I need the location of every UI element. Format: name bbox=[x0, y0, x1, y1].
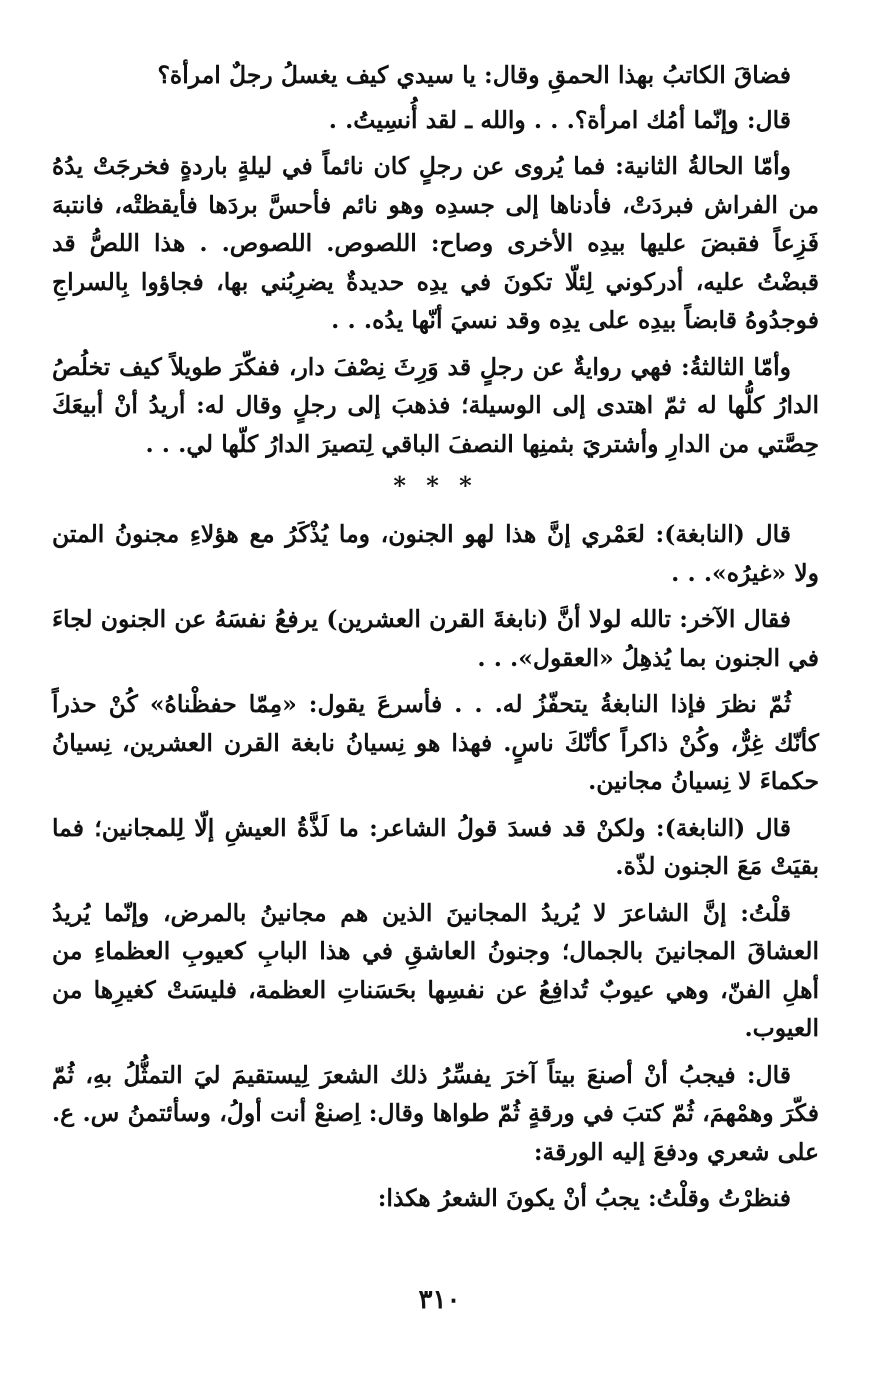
page-number: ٣١٠ bbox=[418, 1285, 461, 1315]
paragraph-1: فضاقَ الكاتبُ بهذا الحمقِ وقال: يا سيدي كيف يغسلُ رجلٌ امرأة؟ bbox=[157, 61, 791, 89]
paragraph-8: قال (النابغة): ولكنْ قد فسدَ قولُ الشاعر: ما لَذَّةُ العيشِ إلّا لِلمجانين؛ فما بقيَتْ مَعَ الجنون لذّة. bbox=[52, 813, 819, 880]
section-separator: * * * bbox=[393, 471, 478, 500]
paragraph-2: قال: وإنّما أمُك امرأة؟. . . والله ـ لقد أُنسِيتُ. . bbox=[328, 105, 791, 134]
paragraph-11: فنظرْتُ وقلْتُ: يجبُ أنْ يكونَ الشعرُ هكذا: bbox=[377, 1184, 791, 1212]
paragraph-5: قال (النابغة): لعَمْري إنَّ هذا لهو الجنون، وما يُذْكَرُ مع هؤلاءِ مجنونُ المتن ولا «غيرُه». . . bbox=[52, 520, 819, 587]
paragraph-7: ثُمّ نظرَ فإذا النابغةُ يتحفّزُ له. . . فأسرعَ يقول: «مِمّا حفظْناهُ» كُنْ حذراً كأنّك غِرٌّ، وكُنْ ذاكراً كأنّكَ ناسٍ. فهذا هو نِسيانُ نابغة القرن العشرين، نِسيانُ حكماءَ لا نِسيانُ مجانين. bbox=[52, 690, 819, 795]
paragraph-6: فقال الآخر: تالله لولا أنَّ (نابغةَ القرن العشرين) يرفعُ نفسَهُ عن الجنون لجاءَ في الجنون بما يُذهِلُ «العقول». . . bbox=[52, 605, 819, 672]
body-text bbox=[52, 56, 819, 1226]
paragraph-4: وأمّا الثالثةُ: فهي روايةٌ عن رجلٍ قد وَرِثَ نِصْفَ دار، ففكّرَ طويلاً كيف تخلُصُ الدارُ كلُّها له ثمّ اهتدى إلى الوسيلة؛ فذهبَ إلى رجلٍ وقال له: أريدُ أنْ أبيعَكَ حِصَّتي من الدارِ وأشتريَ بثمنِها النصفَ الباقي لِتصيرَ الدارُ كلّها لي. . . bbox=[52, 352, 819, 458]
paragraph-9: قلْتُ: إنَّ الشاعرَ لا يُريدُ المجانينَ الذين هم مجانينُ بالمرض، وإنّما يُريدُ العشاقَ المجانينَ بالجمال؛ وجنونُ العاشقِ في هذا البابِ كعيوبِ العظماءِ من أهلِ الفنّ، وهي عيوبٌ تُدافِعُ عن نفسِها بحَسَناتِ العظمة، فليسَتْ كغيرِها من العيوب. bbox=[52, 898, 819, 1042]
paragraph-3: وأمّا الحالةُ الثانية: فما يُروى عن رجلٍ كان نائماً في ليلةٍ باردةٍ فخرجَتْ يدُهُ من الفراش فبردَتْ، فأدناها إلى جسدِه وهو نائم فأحسَّ بردَها فأيقظتْه، فانتبهَ فَزِعاً فقبضَ عليها بيدِه الأخرى وصاح: اللصوص. اللصوص. . هذا اللصُّ قد قبضْتُ عليه، أدركوني لِئلّا تكونَ في يدِه حديدةٌ يضرِبُني بها، فجاؤوا بِالسراجِ فوجدُوهُ قابضاً بيدِه على يدِه وقد نسيَ أنّها يدُه. . . bbox=[52, 152, 819, 334]
paragraph-10: قال: فيجبُ أنْ أصنعَ بيتاً آخرَ يفسِّرُ ذلك الشعرَ لِيستقيمَ ليَ التمثُّلُ بهِ، ثُمّ فكّرَ وهمْهمَ، ثُمّ كتبَ في ورقةٍ ثُمّ طواها وقال: اِصنعْ أنت أولُ، وسأئتمنُ س. ع. على شعري ودفعَ إليه الورقة: bbox=[52, 1060, 819, 1166]
